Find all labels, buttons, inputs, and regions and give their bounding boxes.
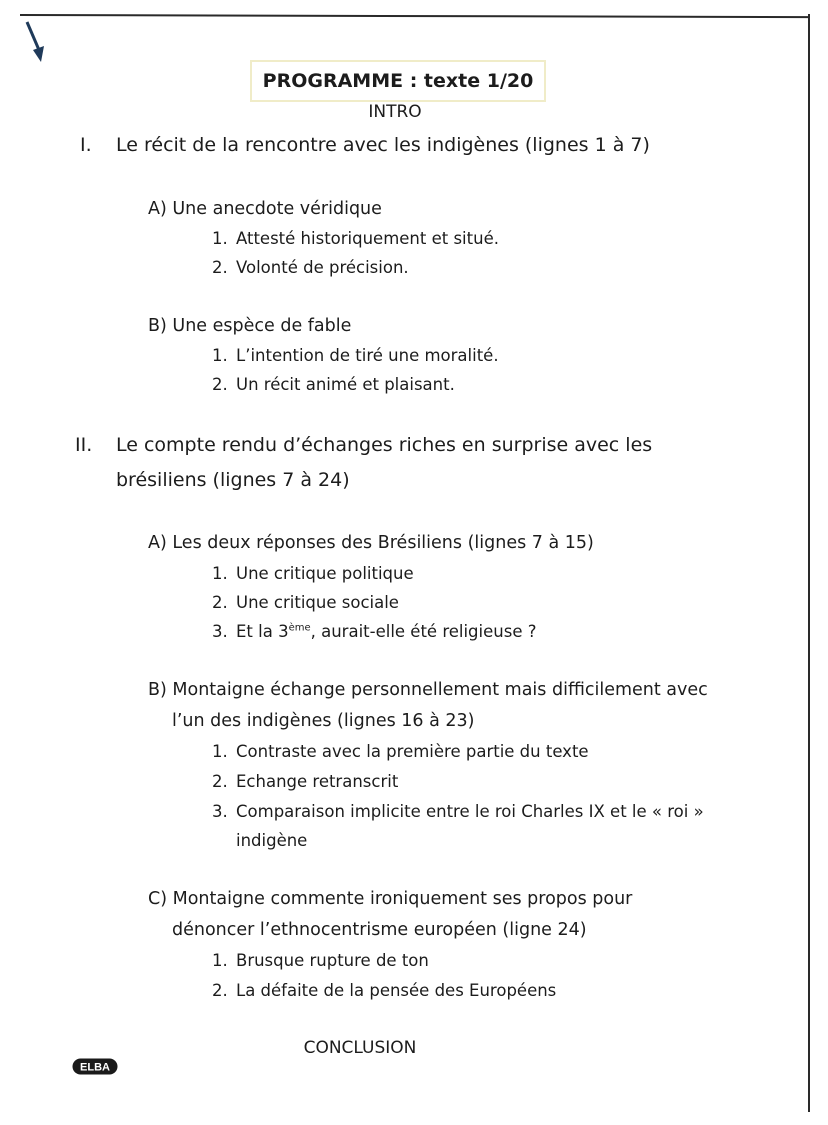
section-2b-heading-line-2: l’un des indigènes (lignes 16 à 23) [172,711,475,731]
part-1-heading [80,128,780,163]
part-1-numeral: I. [80,134,92,156]
section-2c-heading-line-1: C) Montaigne commente ironiquement ses propos pour [148,889,633,909]
intro-heading: INTRO [368,102,422,122]
part-2-title-line-1: Le compte rendu d’échanges riches en surprise avec les [116,434,653,456]
svg-text:ELBA: ELBA [80,1061,110,1074]
section-1a-heading: A) Une anecdote véridique [148,199,382,219]
section-2c-heading-line-2: dénoncer l’ethnocentrisme européen (ligne 24) [172,920,587,940]
conclusion-heading: CONCLUSION [303,1038,417,1058]
scanned-page: PROGRAMME : texte 1/20 INTRO I. Le récit de la rencontre avec les indigènes (lignes 1 à 7) A) Une anecdote véridique 1. Attesté historiquement et situé. 2. Volonté de précision. B) Une espèce de fable 1. L’intention de tiré une moralité. 2. Un récit animé et plaisant. II. Le compte rendu d’échanges riches en surprise avec les brésiliens (lignes 7 à 24) A) Les deux réponses des Brésiliens (lignes 7 à 15) 1. Une critique politique 2. Une critique sociale 3. Et la 3ème, aurait-elle été religieuse ? B) Montaigne échange personnellement mais difficilement avec l’un des indigènes (lignes 16 à 23) 1. Contraste avec la première partie du texte 2. Echange retranscrit 3. Comparaison implicite entre le roi Charles IX et le « roi » indigène C) Montaigne commente ironiquement ses propos pour dénoncer l’ethnocentrisme européen (ligne 24) 1. Brusque rupture de ton 2. La défaite de la pensée des Européens CONCLUSION ELBA [0,0,828,1125]
scan-right-edge [808,14,810,1112]
elba-logo [72,1058,118,1075]
scan-top-edge [20,14,810,18]
corner-arrow-mark [24,20,48,64]
part-2-heading [75,428,775,498]
section-2b-heading-line-1: B) Montaigne échange personnellement mais difficilement avec [148,680,708,700]
part-2-title-line-2: brésiliens (lignes 7 à 24) [116,469,350,491]
part-2-numeral: II. [75,434,93,456]
page-title: PROGRAMME : texte 1/20 [250,60,546,102]
section-2a-heading: A) Les deux réponses des Brésiliens (lignes 7 à 15) [148,533,594,553]
part-1-title: Le récit de la rencontre avec les indigènes (lignes 1 à 7) [116,134,650,156]
section-1b-heading: B) Une espèce de fable [148,316,352,336]
